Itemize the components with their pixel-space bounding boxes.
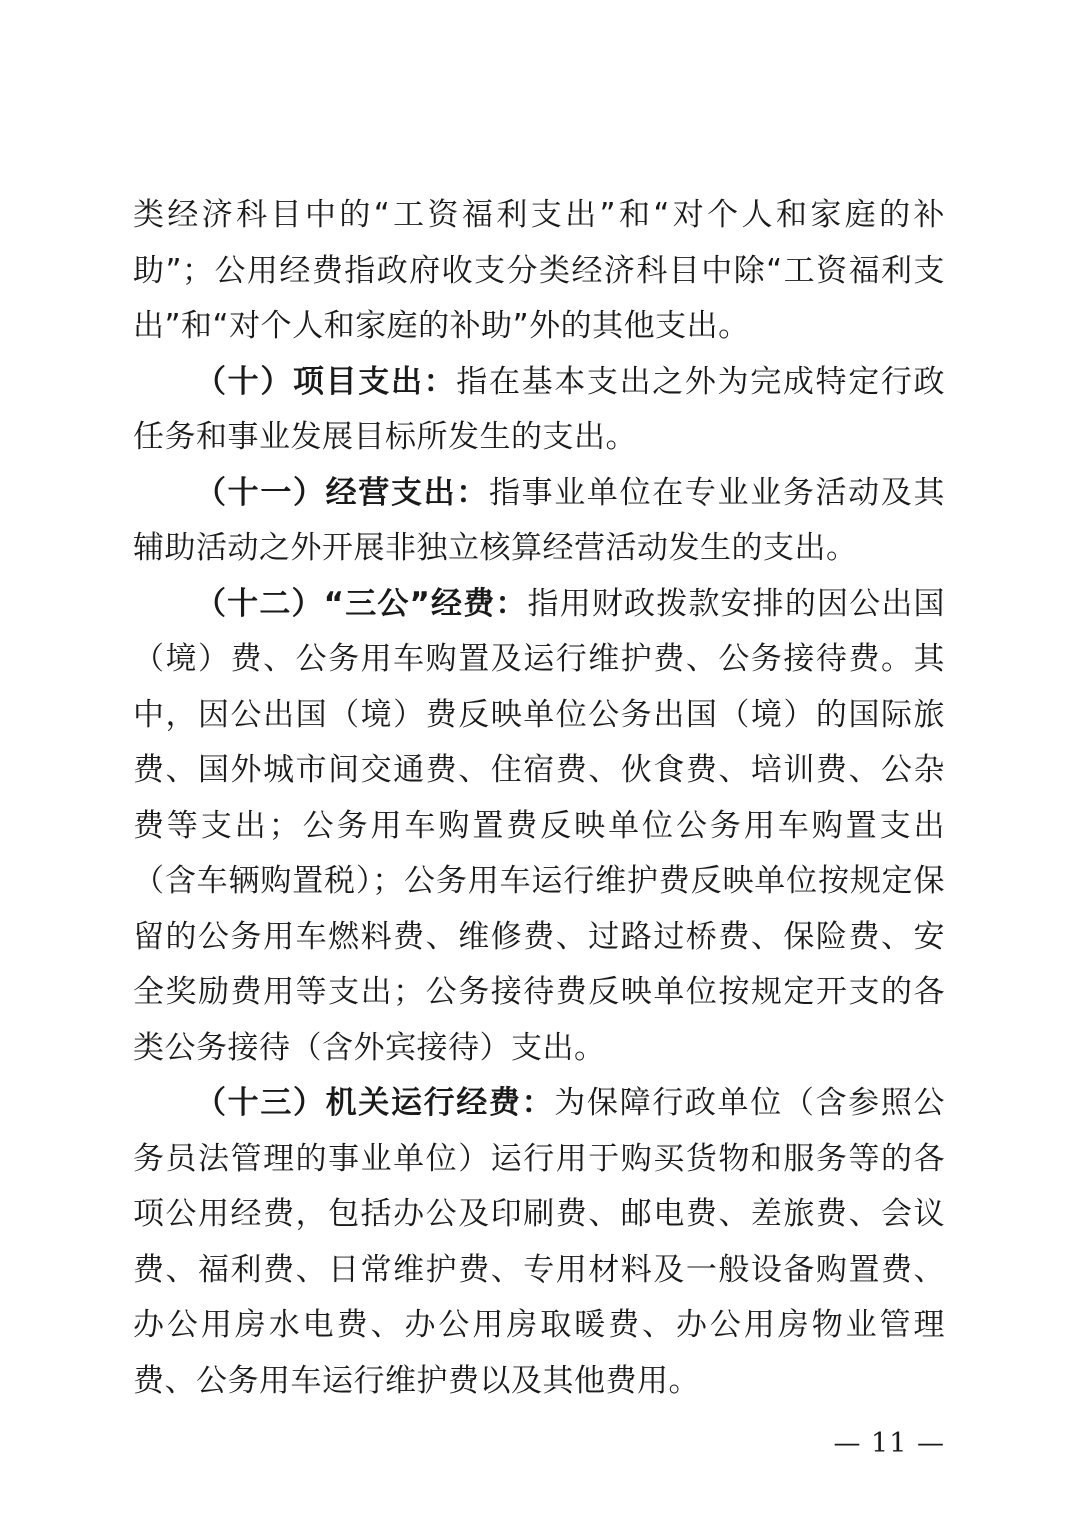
paragraph-three-public-funds: [133, 577, 945, 1077]
term-agency-operating-funds: （十三）机关运行经费：: [195, 1085, 555, 1121]
paragraph-text: 指事业单位在专业业务活动及其辅助活动之外开展非独立核算经营活动发生的支出。: [133, 474, 946, 566]
paragraph-operating-expenditure: [133, 466, 945, 577]
paragraph-text: 为保障行政单位（含参照公务员法管理的事业单位）运行用于购买货物和服务等的各项公用经费，包括办公及印刷费、邮电费、差旅费、会议费、福利费、日常维护费、专用材料及一般设备购置费、办公用房水电费、办公用房取暖费、办公用房物业管理费、公务用车运行维护费以及其他费用。: [133, 1085, 945, 1399]
paragraph-text: 类经济科目中的“工资福利支出”和“对个人和家庭的补助”；公用经费指政府收支分类经济科目中除“工资福利支出”和“对个人和家庭的补助”外的其他支出。: [133, 197, 945, 344]
paragraph-text: 指在基本支出之外为完成特定行政任务和事业发展目标所发生的支出。: [133, 363, 946, 455]
term-three-public-funds: （十二）“三公”经费：: [195, 585, 528, 622]
term-project-expenditure: （十）项目支出：: [195, 363, 457, 400]
term-operating-expenditure: （十一）经营支出：: [195, 474, 489, 511]
paragraph-public-expenses: [133, 188, 945, 355]
paragraph-agency-operating-funds: [133, 1076, 945, 1409]
paragraph-text: 指用财政拨款安排的因公出国（境）费、公务用车购置及运行维护费、公务接待费。其中，因公出国（境）费反映单位公务出国（境）的国际旅费、国外城市间交通费、住宿费、伙食费、培训费、公杂费等支出；公务用车购置费反映单位公务用车购置支出（含车辆购置税）；公务用车运行维护费反映单位按规定保留的公务用车燃料费、维修费、过路过桥费、保险费、安全奖励费用等支出；公务接待费反映单位按规定开支的各类公务接待（含外宾接待）支出。: [133, 585, 946, 1066]
page-number: — 11 —: [833, 1428, 945, 1459]
paragraph-project-expenditure: [133, 355, 945, 466]
document-body: [133, 188, 945, 1409]
